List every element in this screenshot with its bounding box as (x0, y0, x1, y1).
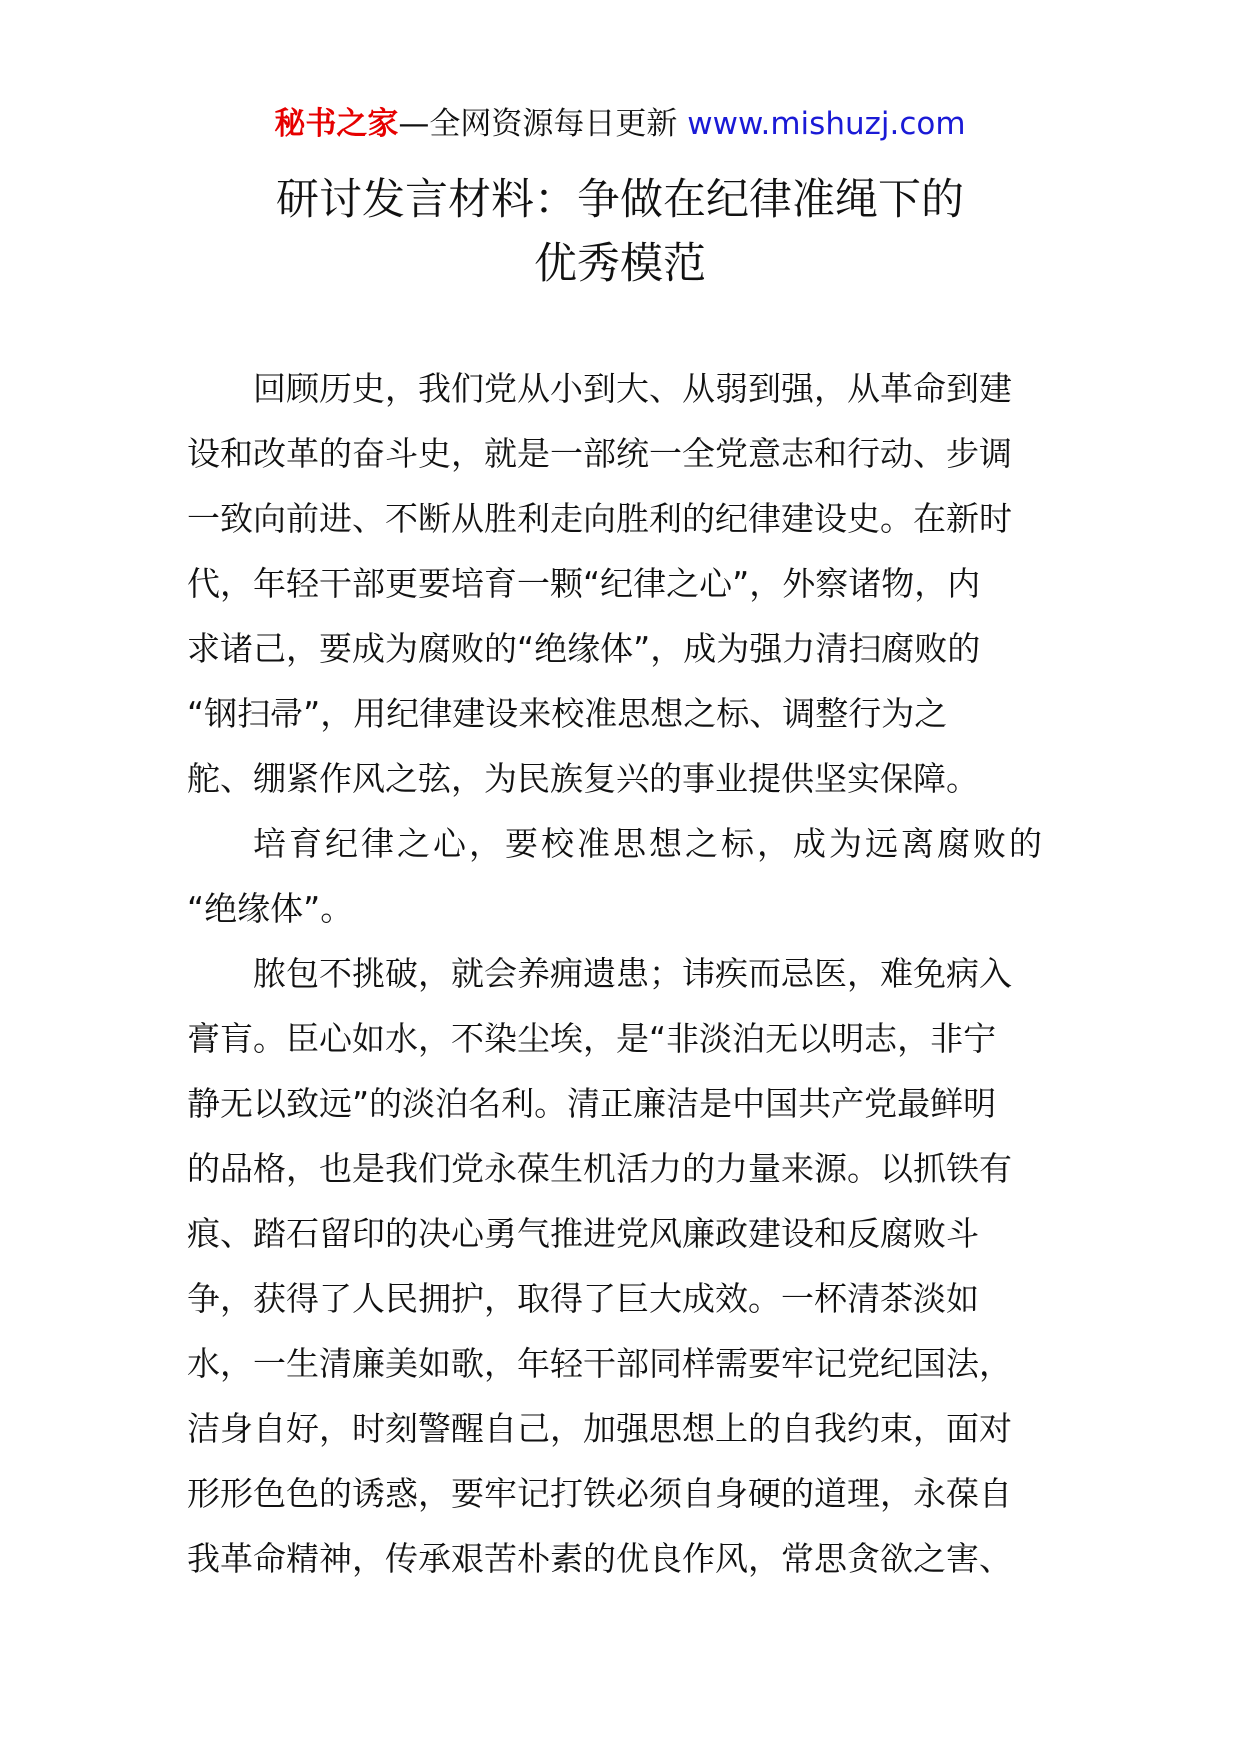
text-line: 痕、踏石留印的决心勇气推进党风廉政建设和反腐败斗 (187, 1214, 979, 1253)
text-line: 回顾历史，我们党从小到大、从弱到强，从革命到建 (253, 369, 1012, 408)
text-line: 我革命精神，传承艰苦朴素的优良作风，常思贪欲之害、 (187, 1539, 1012, 1578)
brand-name: 秘书之家 (274, 106, 399, 142)
text-line: 静无以致远”的淡泊名利。清正廉洁是中国共产党最鲜明 (187, 1084, 997, 1123)
site-url-link[interactable]: www.mishuzj.com (687, 106, 966, 142)
text-line: 洁身自好，时刻警醒自己，加强思想上的自我约束，面对 (187, 1409, 1012, 1448)
title-line-2: 优秀模范 (534, 239, 706, 289)
text-line: 争，获得了人民拥护，取得了巨大成效。一杯清茶淡如 (187, 1279, 979, 1318)
text-line: 脓包不挑破，就会养痈遗患；讳疾而忌医，难免病入 (253, 954, 1012, 993)
text-line: 的品格，也是我们党永葆生机活力的力量来源。以抓铁有 (187, 1149, 1012, 1188)
text-line: 形形色色的诱惑，要牢记打铁必须自身硬的道理，永葆自 (187, 1474, 1012, 1513)
text-line: 代，年轻干部更要培育一颗“纪律之心”，外察诸物，内 (187, 564, 981, 603)
title-line-1: 研讨发言材料：争做在纪律准绳下的 (276, 175, 964, 225)
document-body (187, 356, 1053, 1591)
text-line: 膏肓。臣心如水，不染尘埃，是“非淡泊无以明志，非宁 (187, 1019, 997, 1058)
text-line: 设和改革的奋斗史，就是一部统一全党意志和行动、步调 (187, 434, 1012, 473)
banner-tagline: —全网资源每日更新 (398, 106, 688, 142)
text-line: 舵、绷紧作风之弦，为民族复兴的事业提供坚实保障。 (187, 759, 979, 798)
text-line: 求诸己，要成为腐败的“绝缘体”，成为强力清扫腐败的 (187, 629, 981, 668)
site-banner (0, 104, 1240, 144)
text-line: “钢扫帚”，用纪律建设来校准思想之标、调整行为之 (187, 694, 948, 733)
section-heading-line: 培育纪律之心，要校准思想之标，成为远离腐败的 (253, 824, 1045, 863)
document-title (0, 168, 1240, 296)
text-line: 水，一生清廉美如歌，年轻干部同样需要牢记党纪国法， (187, 1344, 1012, 1383)
text-line: 一致向前进、不断从胜利走向胜利的纪律建设史。在新时 (187, 499, 1012, 538)
section-heading-line: “绝缘体”。 (187, 889, 354, 928)
